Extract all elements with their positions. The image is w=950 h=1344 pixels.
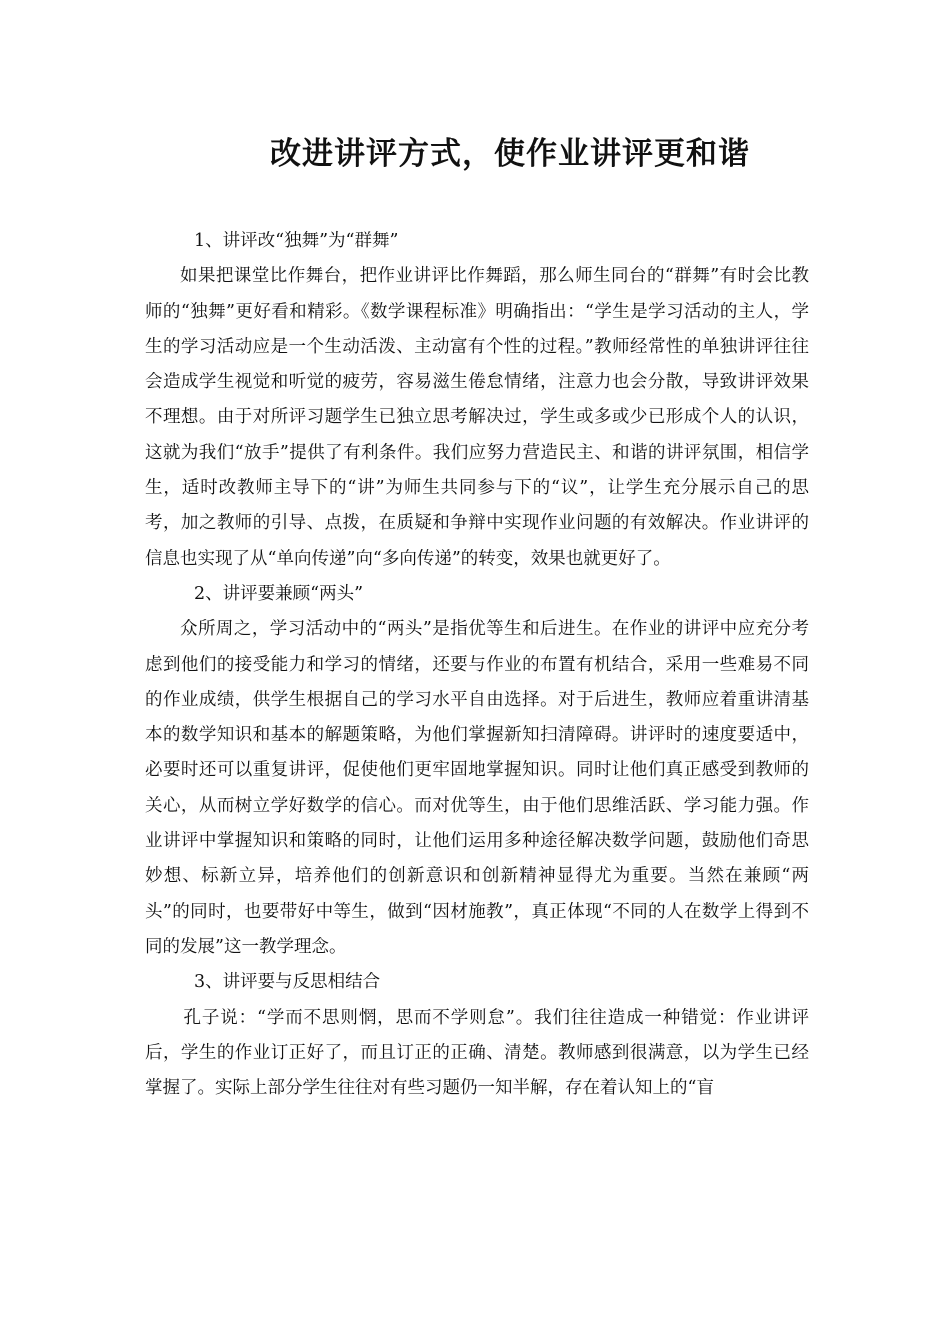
document-body — [145, 224, 809, 1106]
section-heading-1: 1、讲评改“独舞”为“群舞” — [194, 231, 399, 251]
section-paragraph-1: 如果把课堂比作舞台，把作业讲评比作舞蹈，那么师生同台的“群舞”有时会比教师的“独舞”更好看和精彩。《数学课程标准》明确指出：“学生是学习活动的主人，学生的学习活动应是一个生动活泼、主动富有个性的过程。”教师经常性的单独讲评往往会造成学生视觉和听觉的疲劳，容易滋生倦怠情绪，注意力也会分散，导致讲评效果不理想。由于对所评习题学生已独立思考解决过，学生或多或少已形成个人的认识，这就为我们“放手”提供了有利条件。我们应努力营造民主、和谐的讲评氛围，相信学生，适时改教师主导下的“讲”为师生共同参与下的“议”，让学生充分展示自己的思考，加之教师的引导、点拨，在质疑和争辩中实现作业问题的有效解决。作业讲评的信息也实现了从“单向传递”向“多向传递”的转变，效果也就更好了。 — [145, 266, 809, 569]
section-heading-3: 3、讲评要与反思相结合 — [194, 972, 381, 993]
section-paragraph-2: 众所周之，学习活动中的“两头”是指优等生和后进生。在作业的讲评中应充分考虑到他们的接受能力和学习的情绪，还要与作业的布置有机结合，采用一些难易不同的作业成绩，供学生根据自己的学习水平自由选择。对于后进生，教师应着重讲清基本的数学知识和基本的解题策略，为他们掌握新知扫清障碍。讲评时的速度要适中，必要时还可以重复讲评，促使他们更牢固地掌握知识。同时让他们真正感受到教师的关心，从而树立学好数学的信心。而对优等生，由于他们思维活跃、学习能力强。作业讲评中掌握知识和策略的同时，让他们运用多种途径解决数学问题，鼓励他们奇思妙想、标新立异，培养他们的创新意识和创新精神显得尤为重要。当然在兼顾“两头”的同时，也要带好中等生，做到“因材施教”，真正体现“不同的人在数学上得到不同的发展”这一教学理念。 — [145, 619, 809, 957]
section-paragraph-3: 孔子说：“学而不思则惘，思而不学则怠”。我们往往造成一种错觉：作业讲评后，学生的作业订正好了，而且订正的正确、清楚。教师感到很满意，以为学生已经掌握了。实际上部分学生往往对有些习题仍一知半解，存在着认知上的“盲 — [145, 1007, 809, 1099]
document-title: 改进讲评方式，使作业讲评更和谐 — [270, 136, 750, 172]
section-heading-2: 2、讲评要兼顾“两头” — [194, 583, 364, 604]
